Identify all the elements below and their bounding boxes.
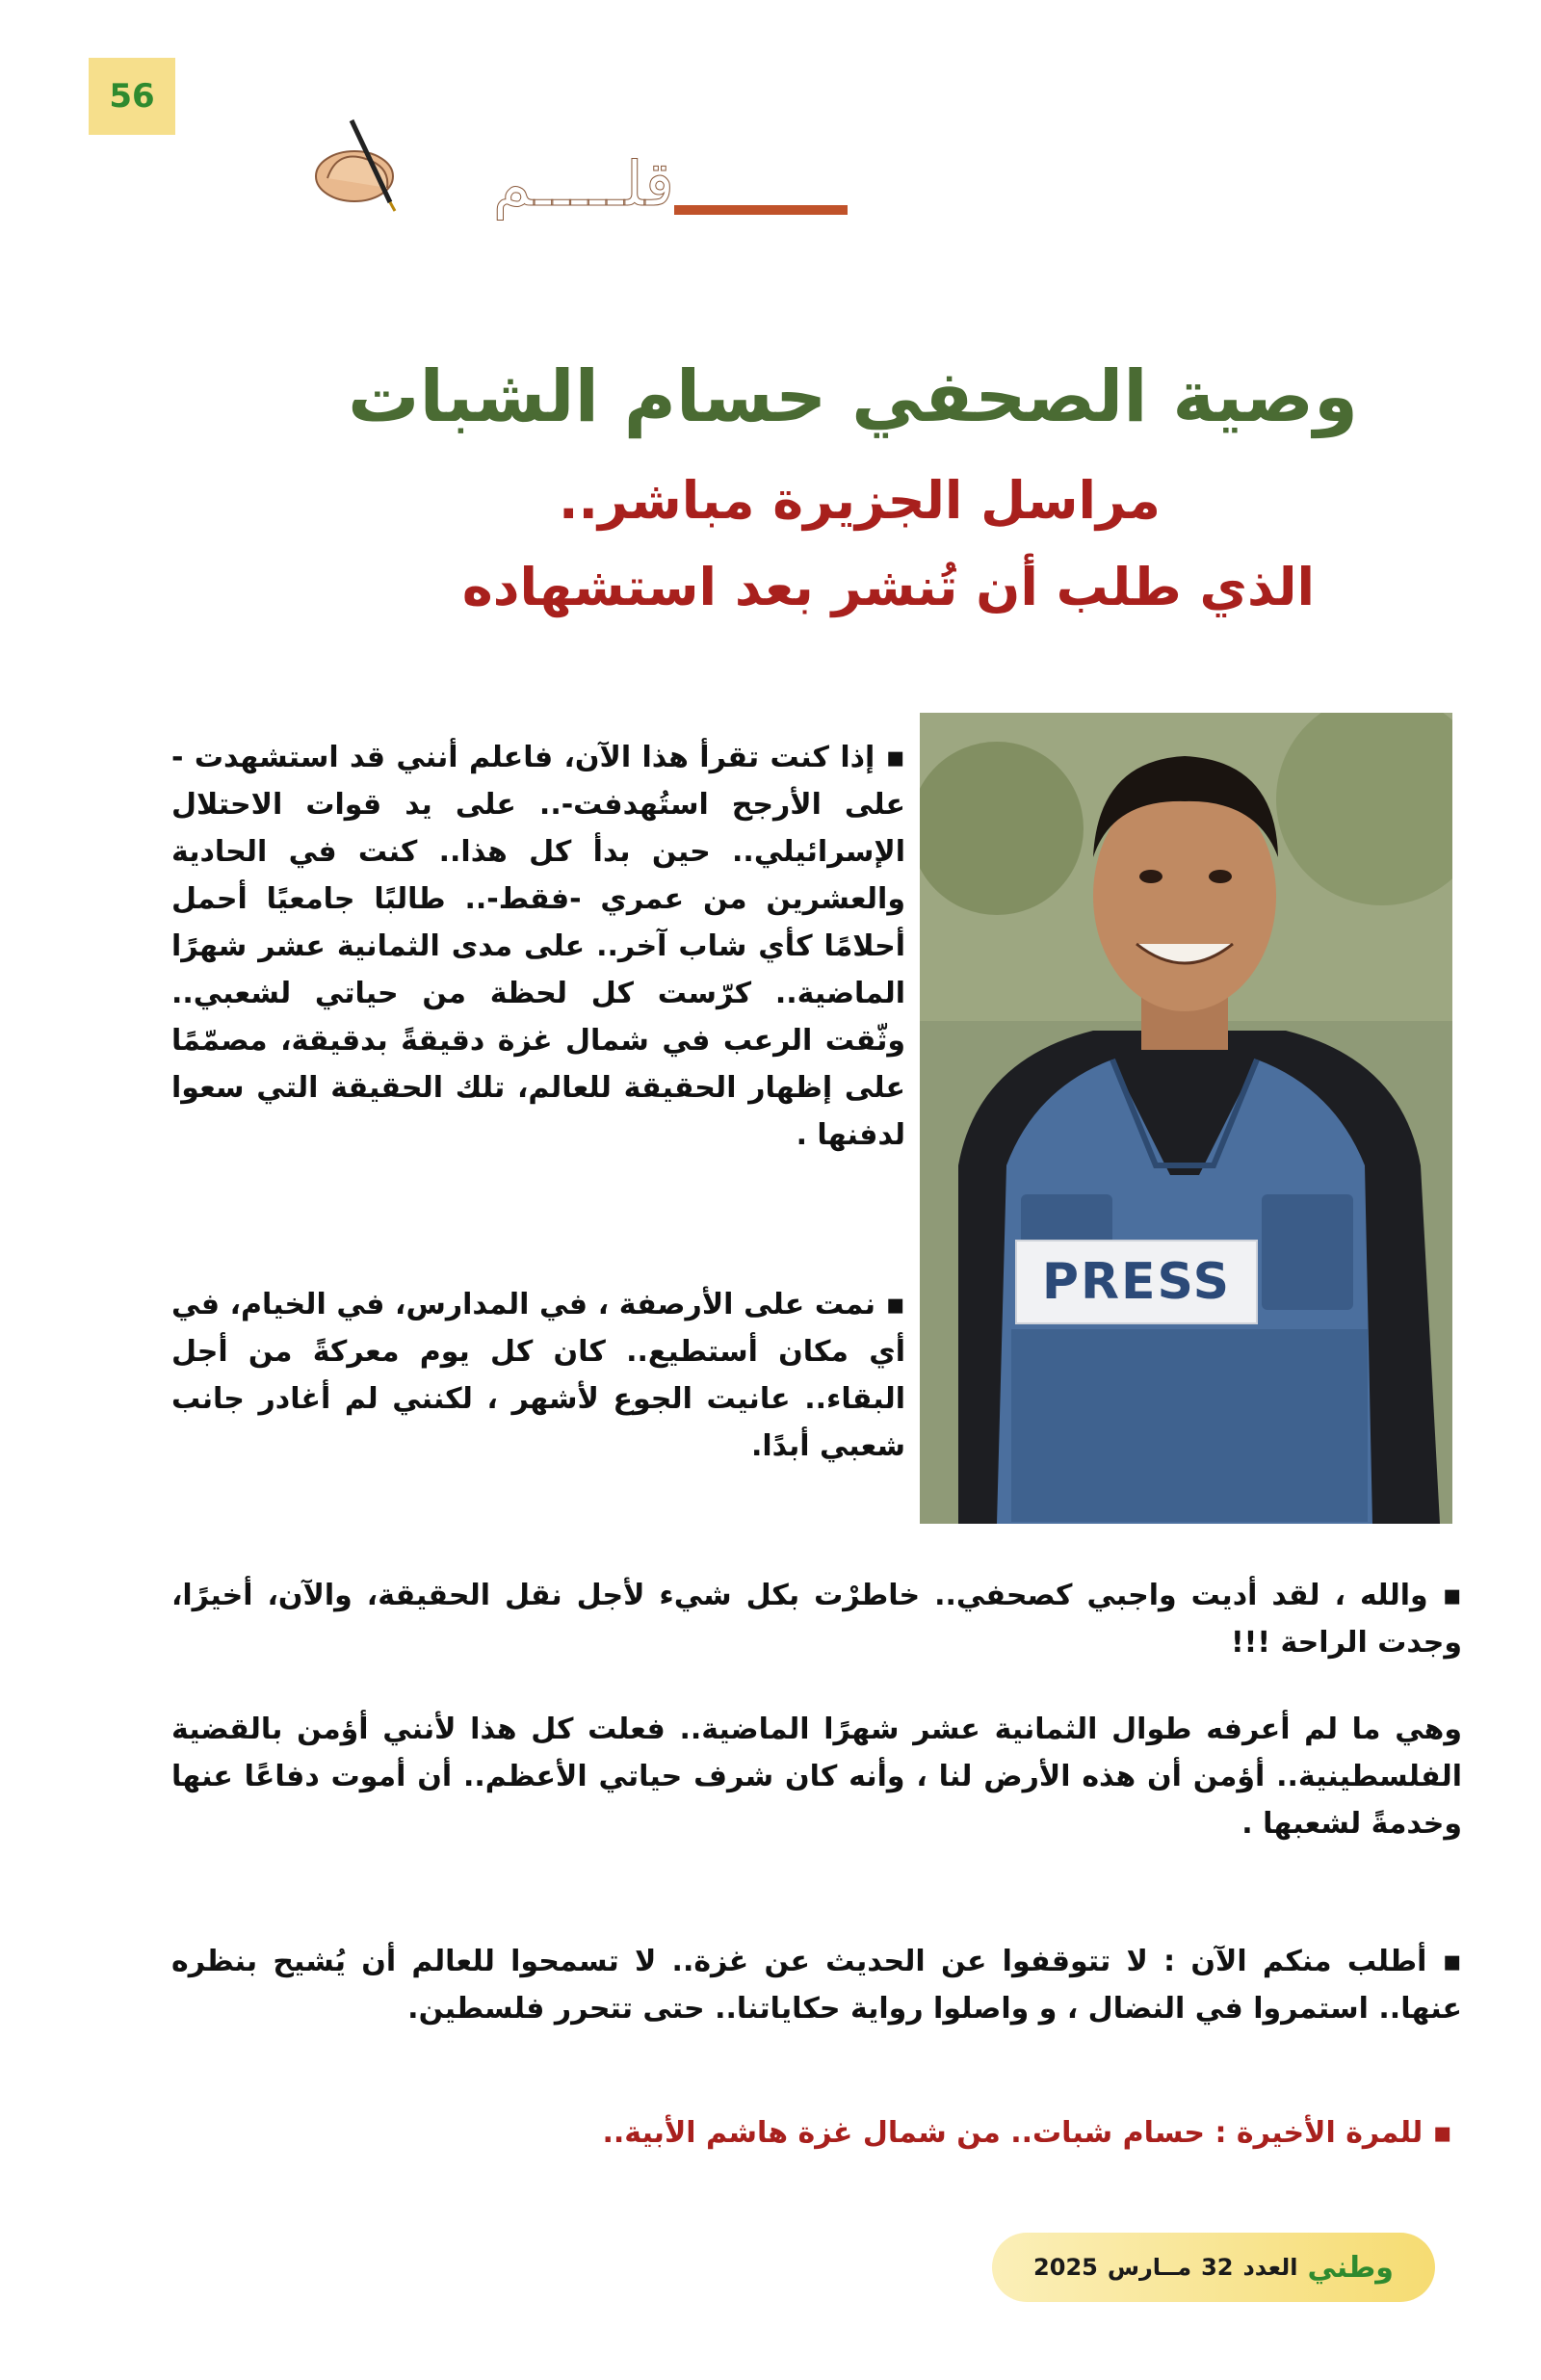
section-logo-line <box>674 205 848 215</box>
article-subtitle-line2: الذي طلب أن تُنشر بعد استشهاده <box>461 557 1315 617</box>
footer-issue-number: 32 <box>1201 2254 1234 2281</box>
footer-brand: وطني <box>1307 2250 1394 2285</box>
journalist-photo-illustration <box>920 713 1452 1524</box>
paragraph-4: وهي ما لم أعرفه طوال الثمانية عشر شهرًا الماضية.. فعلت كل هذا لأنني أؤمن بالقضية الفلسطينية.. أؤمن أن هذه الأرض لنا ، وأنه كان شرف حياتي الأعظم.. أن أموت دفاعًا عنها وخدمةً لشعبها . <box>171 1713 1462 1841</box>
paragraph-3: ▪ والله ، لقد أديت واجبي كصحفي.. خاطرْت بكل شيء لأجل نقل الحقيقة، والآن، أخيرًا، وجدت الراحة !!! <box>171 1579 1462 1660</box>
footer-issue-badge <box>992 2233 1435 2302</box>
paragraph-1: ▪ إذا كنت تقرأ هذا الآن، فاعلم أنني قد استشهدت - على الأرجح استُهدفت-.. على يد قوات الاحتلال الإسرائيلي.. حين بدأ كل هذا.. كنت في الحادية والعشرين من عمري -فقط-.. طالبًا جامعيًا أحمل أحلامًا كأي شاب آخر.. على مدى الثمانية عشر شهرًا الماضية.. كرّست كل لحظة من حياتي لشعبي.. وثّقت الرعب في شمال غزة دقيقةً بدقيقة، مصمّمًا على إظهار الحقيقة للعالم، تلك الحقيقة التي سعوا لدفنها . <box>171 741 905 1152</box>
page-number: 56 <box>89 58 175 135</box>
article-subtitle-line1: مراسل الجزيرة مباشر.. <box>559 470 1161 531</box>
closing-line: ▪ للمرة الأخيرة : حسام شبات.. من شمال غزة هاشم الأبية.. <box>602 2116 1452 2150</box>
article-title: وصية الصحفي حسام الشبات <box>348 355 1358 438</box>
footer-year: 2025 <box>1033 2254 1098 2281</box>
section-logo <box>154 111 848 236</box>
paragraph-2: ▪ نمت على الأرصفة ، في المدارس، في الخيام، في أي مكان أستطيع.. كان كل يوم معركةً من أجل البقاء.. عانيت الجوع لأشهر ، لكنني لم أغادر جانب شعبي أبدًا. <box>171 1288 905 1463</box>
press-badge: PRESS <box>1041 1253 1232 1311</box>
footer-issue-label: العدد <box>1242 2254 1298 2281</box>
paragraph-5: ▪ أطلب منكم الآن : لا تتوقفوا عن الحديث عن غزة.. لا تسمحوا للعالم أن يُشيح بنظره عنها.. استمروا في النضال ، و واصلوا رواية حكاياتنا.. حتى تتحرر فلسطين. <box>171 1945 1462 2026</box>
journalist-photo <box>920 713 1452 1524</box>
footer-month: مــارس <box>1107 2254 1192 2281</box>
section-logo-word: قلـــــم <box>492 149 674 221</box>
